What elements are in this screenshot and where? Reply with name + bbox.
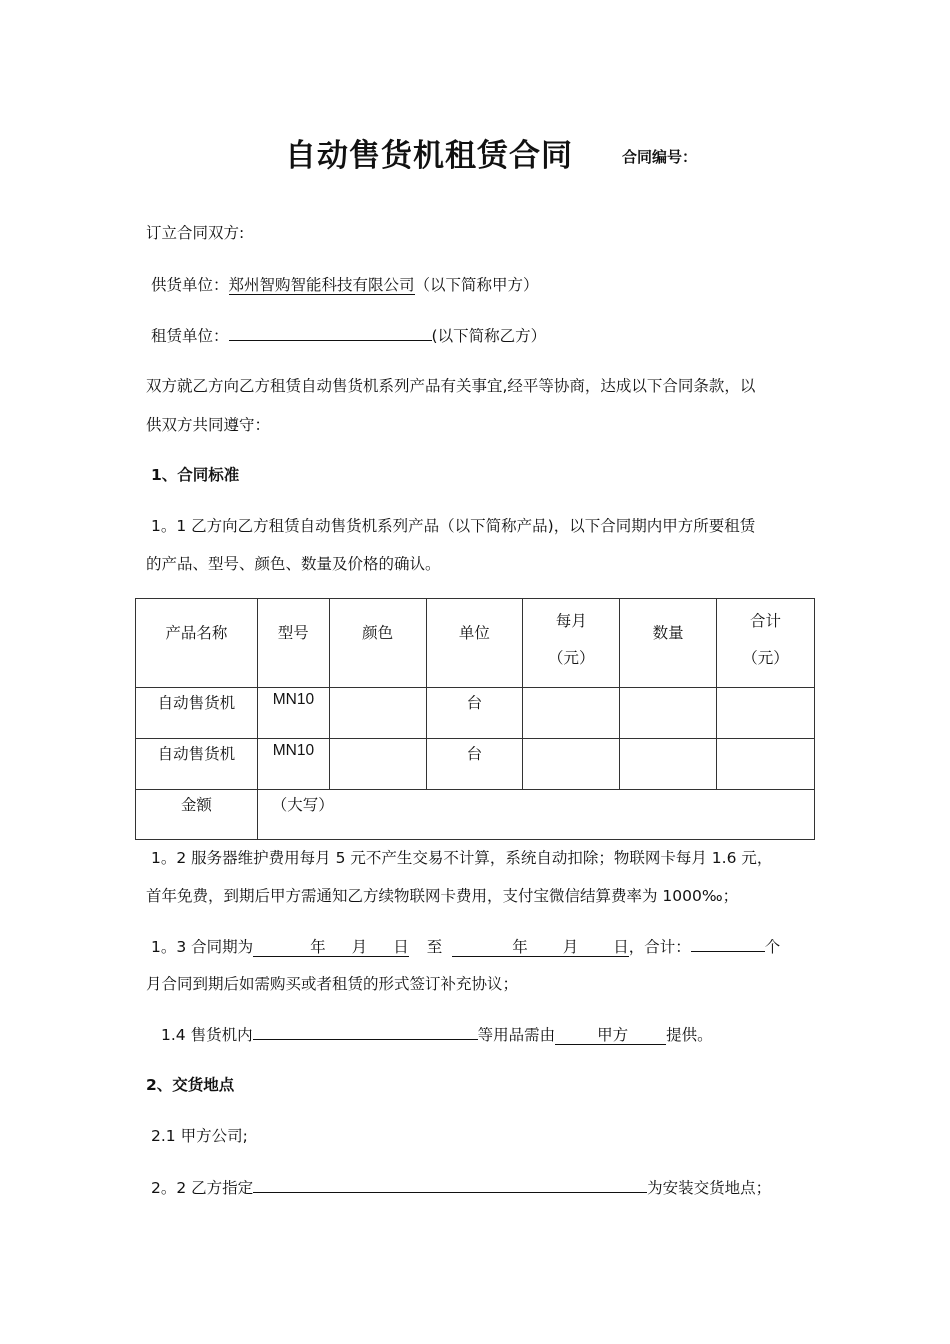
table-row bbox=[136, 688, 815, 739]
cell-model: MN10 bbox=[257, 688, 329, 739]
amount-row bbox=[136, 790, 815, 840]
product-table bbox=[135, 598, 815, 840]
clause-2-1: 2.1 甲方公司; bbox=[151, 1127, 248, 1145]
cell-quantity[interactable] bbox=[620, 688, 717, 739]
header-monthly-line-2: （元） bbox=[548, 649, 595, 667]
lessee-name-blank[interactable] bbox=[229, 323, 432, 341]
clause-1-4-prefix: 1.4 售货机内 bbox=[161, 1026, 253, 1044]
header-unit: 单位 bbox=[426, 599, 523, 688]
section-1-heading: 1、合同标准 bbox=[151, 466, 240, 484]
clause-1-3-prefix: 1。3 合同期为 bbox=[151, 938, 254, 956]
cell-unit: 台 bbox=[426, 688, 523, 739]
end-year-label: 年 bbox=[512, 938, 528, 956]
supplier-party-field[interactable] bbox=[555, 1026, 666, 1045]
cell-total[interactable] bbox=[717, 688, 815, 739]
clause-1-1-line-2: 的产品、型号、颜色、数量及价格的确认。 bbox=[146, 555, 441, 573]
clause-2-2-prefix: 2。2 乙方指定 bbox=[151, 1179, 254, 1197]
end-date-field[interactable] bbox=[452, 938, 629, 957]
cell-total[interactable] bbox=[717, 739, 815, 790]
cell-unit: 台 bbox=[426, 739, 523, 790]
cell-monthly-price[interactable] bbox=[523, 739, 620, 790]
supplies-blank[interactable] bbox=[253, 1022, 478, 1040]
header-model: 型号 bbox=[257, 599, 329, 688]
cell-product-name: 自动售货机 bbox=[136, 739, 258, 790]
table-row bbox=[136, 739, 815, 790]
start-year-label: 年 bbox=[310, 938, 326, 956]
contract-title: 自动售货机租赁合同 bbox=[285, 138, 573, 174]
supplier-line bbox=[151, 273, 539, 295]
section-2-heading: 2、交货地点 bbox=[146, 1076, 235, 1094]
clause-1-4-suffix: 提供。 bbox=[666, 1026, 713, 1044]
cell-monthly-price[interactable] bbox=[523, 688, 620, 739]
supplier-suffix: （以下简称甲方） bbox=[414, 276, 539, 294]
header-monthly-line-1: 每月 bbox=[555, 612, 587, 630]
supplier-party: 甲方 bbox=[597, 1026, 629, 1044]
cell-product-name: 自动售货机 bbox=[136, 688, 258, 739]
start-month-label: 月 bbox=[351, 938, 368, 956]
header-monthly-price bbox=[523, 599, 620, 688]
clause-1-4 bbox=[161, 1022, 713, 1045]
end-month-label: 月 bbox=[562, 938, 579, 956]
header-total bbox=[717, 599, 815, 688]
end-day-label: 日 bbox=[613, 938, 629, 956]
clause-1-4-middle: 等用品需由 bbox=[477, 1026, 556, 1044]
clause-1-3-total: ，合计： bbox=[628, 938, 691, 956]
header-total-line-1: 合计 bbox=[750, 612, 782, 630]
clause-2-2-suffix: 为安装交货地点； bbox=[647, 1179, 772, 1197]
clause-1-3-line-1 bbox=[151, 934, 780, 957]
clause-1-1-line-1: 1。1 乙方向乙方租赁自动售货机系列产品（以下简称产品)，以下合同期内甲方所要租赁 bbox=[151, 517, 756, 535]
start-date-field[interactable] bbox=[253, 938, 409, 957]
intro-line-1: 双方就乙方向乙方租赁自动售货机系列产品有关事宜,经平等协商，达成以下合同条款，以 bbox=[146, 377, 756, 395]
clause-2-2 bbox=[151, 1175, 771, 1198]
clause-1-2-line-1: 1。2 服务器维护费用每月 5 元不产生交易不计算，系统自动扣除；物联网卡每月 1.6 元， bbox=[151, 849, 773, 867]
supplier-name: 郑州智购智能科技有限公司 bbox=[228, 276, 415, 294]
lessee-line bbox=[151, 323, 546, 346]
delivery-location-blank[interactable] bbox=[253, 1175, 647, 1193]
amount-label: 金额 bbox=[136, 790, 258, 840]
months-count-blank[interactable] bbox=[691, 934, 765, 952]
intro-line-2: 供双方共同遵守： bbox=[146, 416, 271, 434]
header-product-name: 产品名称 bbox=[136, 599, 258, 688]
table-header-row bbox=[136, 599, 815, 688]
lessee-label: 租赁单位： bbox=[151, 327, 229, 345]
clause-1-3-line-2: 月合同到期后如需购买或者租赁的形式签订补充协议； bbox=[146, 975, 519, 993]
parties-intro: 订立合同双方: bbox=[146, 224, 245, 242]
cell-color[interactable] bbox=[329, 688, 426, 739]
header-quantity: 数量 bbox=[620, 599, 717, 688]
amount-value[interactable]: （大写） bbox=[257, 790, 814, 840]
lessee-suffix: (以下简称乙方） bbox=[431, 327, 547, 345]
contract-number-label: 合同编号： bbox=[622, 148, 698, 166]
clause-1-3-unit: 个 bbox=[764, 938, 781, 956]
supplier-label: 供货单位： bbox=[151, 276, 229, 294]
header-total-line-2: （元） bbox=[742, 649, 789, 667]
clause-1-2-line-2: 首年免费，到期后甲方需通知乙方续物联网卡费用，支付宝微信结算费率为 1000‰； bbox=[146, 887, 739, 905]
start-day-label: 日 bbox=[393, 938, 409, 956]
cell-color[interactable] bbox=[329, 739, 426, 790]
cell-model: MN10 bbox=[257, 739, 329, 790]
clause-1-3-to: 至 bbox=[426, 938, 443, 956]
header-color: 颜色 bbox=[329, 599, 426, 688]
cell-quantity[interactable] bbox=[620, 739, 717, 790]
